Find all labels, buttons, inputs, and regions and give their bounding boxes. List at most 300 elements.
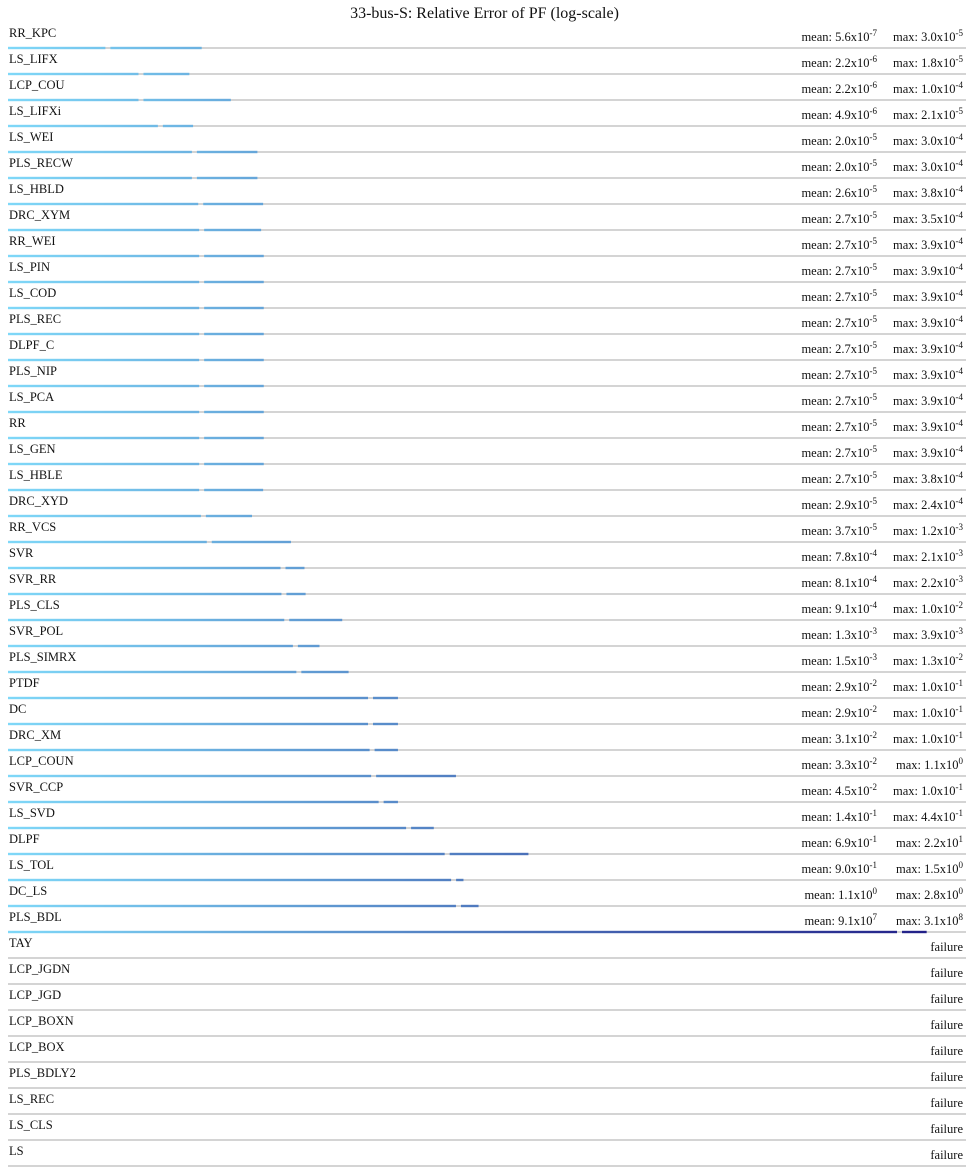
max-stat-value: max: 2.4x10 [893,498,956,512]
mean-stat-value: mean: 9.1x10 [804,914,873,928]
max-stat [896,834,963,850]
max-stat [893,730,963,746]
max-bar [204,385,264,387]
max-bar [450,853,529,855]
mean-bar [8,723,368,725]
max-bar [204,255,264,257]
mean-stat [801,132,877,148]
max-bar [298,645,320,647]
max-stat-exponent: -3 [955,548,963,558]
mean-bar [8,411,199,413]
mean-stat [801,28,877,44]
method-label: LCP_JGD [9,988,62,1002]
table-row [8,26,966,49]
mean-stat-exponent: -5 [869,340,877,350]
table-row [8,130,966,153]
mean-stat-value: mean: 2.2x10 [801,82,870,96]
mean-stat-exponent: -2 [869,678,877,688]
mean-stat-value: mean: 2.2x10 [801,56,870,70]
mean-stat-value: mean: 2.7x10 [801,290,870,304]
mean-stat-value: mean: 1.1x10 [804,888,873,902]
mean-bar [8,489,199,491]
mean-stat-value: mean: 2.7x10 [801,420,870,434]
max-stat [893,132,963,148]
mean-stat-exponent: -3 [869,626,877,636]
max-stat-value: max: 1.1x10 [896,758,959,772]
mean-bar [8,697,368,699]
mean-stat-value: mean: 2.7x10 [801,316,870,330]
method-label: RR_VCS [9,520,57,534]
max-stat [896,912,964,928]
mean-stat-exponent: -3 [869,652,877,662]
mean-stat [801,574,877,590]
mean-bar [8,255,199,257]
method-label: LS_HBLE [9,468,63,482]
method-label: PLS_BDL [9,910,62,924]
max-stat-exponent: -4 [955,80,963,90]
mean-bar [8,281,199,283]
method-label: LS_HBLD [9,182,64,196]
max-stat-exponent: -4 [955,444,963,454]
method-label: LS_TOL [9,858,54,872]
method-label: DLPF_C [9,338,55,352]
max-stat-value: max: 3.9x10 [893,394,956,408]
mean-stat [801,54,877,70]
table-row [8,936,966,958]
mean-stat-exponent: -5 [869,210,877,220]
max-stat-exponent: -1 [955,678,963,688]
mean-stat [801,704,877,720]
mean-stat [801,158,877,174]
mean-bar [8,203,198,205]
mean-stat-exponent: -2 [869,704,877,714]
table-row [8,468,966,491]
mean-stat-value: mean: 7.8x10 [801,550,870,564]
mean-stat-value: mean: 2.7x10 [801,472,870,486]
max-bar [163,125,193,127]
method-label: PLS_BDLY2 [9,1066,76,1080]
mean-stat-value: mean: 6.9x10 [801,836,870,850]
max-stat-exponent: 8 [958,912,963,922]
max-stat-value: max: 1.0x10 [893,784,956,798]
mean-bar [8,905,456,907]
method-label: LS_GEN [9,442,56,456]
mean-stat-value: mean: 2.7x10 [801,264,870,278]
table-row [8,546,966,569]
method-label: PLS_SIMRX [9,650,77,664]
mean-stat-exponent: -6 [869,106,877,116]
max-stat-exponent: -3 [955,574,963,584]
mean-stat-exponent: -5 [869,236,877,246]
method-label: DC [9,702,27,716]
max-stat [893,522,963,538]
max-stat [893,184,963,200]
mean-stat-value: mean: 4.5x10 [801,784,870,798]
mean-bar [8,515,201,517]
max-bar [286,593,305,595]
max-stat [893,808,963,824]
max-stat-exponent: -5 [955,54,963,64]
mean-stat-value: mean: 2.6x10 [801,186,870,200]
mean-stat [801,600,877,616]
max-stat-value: max: 2.2x10 [896,836,959,850]
mean-stat [801,522,877,538]
method-label: SVR_RR [9,572,57,586]
table-row [8,650,966,673]
max-bar [204,229,261,231]
mean-bar [8,541,207,543]
mean-stat-exponent: -5 [869,262,877,272]
mean-stat [801,80,877,96]
max-bar [212,541,291,543]
max-bar [289,619,342,621]
max-stat-exponent: -4 [955,288,963,298]
max-stat [893,470,963,486]
mean-stat-exponent: -5 [869,158,877,168]
table-row [8,338,966,361]
method-label: LS_PIN [9,260,50,274]
mean-stat-exponent: -2 [869,756,877,766]
max-bar [384,801,398,803]
table-row [8,598,966,621]
max-stat-value: max: 1.0x10 [893,706,956,720]
max-stat-exponent: -4 [955,132,963,142]
failure-label: failure [930,966,963,980]
max-stat-value: max: 3.9x10 [893,446,956,460]
max-stat-exponent: -4 [955,470,963,480]
max-bar [204,463,264,465]
failure-label: failure [930,1148,963,1162]
mean-stat-value: mean: 3.1x10 [801,732,870,746]
max-stat-exponent: -1 [955,808,963,818]
mean-stat [801,392,877,408]
max-stat [893,444,963,460]
mean-stat-exponent: -5 [869,392,877,402]
mean-stat-value: mean: 1.4x10 [801,810,870,824]
mean-bar [8,645,293,647]
max-stat [893,626,963,642]
max-bar [902,931,927,933]
mean-stat [801,418,877,434]
table-row [8,260,966,283]
method-label: LS_LIFX [9,52,58,66]
table-row [8,702,966,725]
max-stat-exponent: -4 [955,236,963,246]
mean-stat-value: mean: 2.7x10 [801,342,870,356]
mean-stat-value: mean: 1.5x10 [801,654,870,668]
mean-bar [8,567,281,569]
max-stat-value: max: 3.1x10 [896,914,959,928]
max-stat-exponent: 0 [958,756,963,766]
table-row [8,104,966,127]
table-row [8,624,966,647]
max-stat-exponent: -4 [955,262,963,272]
mean-stat [801,314,877,330]
method-label: DRC_XYM [9,208,71,222]
table-row [8,676,966,699]
mean-stat-exponent: -1 [869,860,877,870]
table-row [8,1040,966,1062]
max-bar [286,567,305,569]
method-label: PTDF [9,676,40,690]
mean-bar [8,437,199,439]
method-label: LS_PCA [9,390,55,404]
mean-stat [801,366,877,382]
mean-stat-exponent: -4 [869,548,877,558]
mean-stat-exponent: -5 [869,288,877,298]
method-label: LS_REC [9,1092,55,1106]
max-stat-value: max: 3.5x10 [893,212,956,226]
table-row [8,364,966,387]
max-bar [204,489,263,491]
max-stat [893,600,963,616]
max-bar [197,177,258,179]
table-row [8,832,966,855]
mean-stat-value: mean: 2.7x10 [801,394,870,408]
max-bar [204,359,264,361]
mean-stat-value: mean: 1.3x10 [801,628,870,642]
max-stat-exponent: -5 [955,106,963,116]
method-label: DRC_XM [9,728,62,742]
mean-bar [8,463,199,465]
max-stat-value: max: 2.2x10 [893,576,956,590]
max-stat [893,340,963,356]
mean-stat [801,184,877,200]
mean-stat-value: mean: 2.0x10 [801,160,870,174]
table-row [8,416,966,439]
mean-stat-value: mean: 2.7x10 [801,446,870,460]
table-row [8,884,966,907]
table-row [8,988,966,1010]
max-stat [893,28,963,44]
mean-bar [8,931,897,933]
failure-label: failure [930,1122,963,1136]
method-label: TAY [9,936,33,950]
max-stat [893,366,963,382]
mean-bar [8,775,371,777]
mean-bar [8,151,192,153]
method-label: RR_KPC [9,26,57,40]
max-stat-value: max: 3.8x10 [893,472,956,486]
max-stat-exponent: -4 [955,496,963,506]
mean-stat-exponent: -5 [869,418,877,428]
mean-stat [801,678,877,694]
mean-stat-exponent: -1 [869,808,877,818]
method-label: SVR_POL [9,624,64,638]
max-stat-exponent: -2 [955,600,963,610]
table-row [8,754,966,777]
max-bar [203,203,263,205]
max-stat-value: max: 3.9x10 [893,290,956,304]
mean-stat-exponent: -5 [869,496,877,506]
mean-bar [8,359,199,361]
max-bar [301,671,348,673]
max-stat [893,548,963,564]
mean-stat-exponent: -7 [869,28,877,38]
chart-title: 33-bus-S: Relative Error of PF (log-scale) [350,5,619,22]
mean-stat-value: mean: 3.3x10 [801,758,870,772]
max-stat-value: max: 1.0x10 [893,602,956,616]
mean-stat-exponent: -5 [869,470,877,480]
mean-stat-exponent: -2 [869,730,877,740]
mean-stat-exponent: -5 [869,522,877,532]
max-bar [376,775,456,777]
max-stat [893,392,963,408]
mean-stat-value: mean: 5.6x10 [801,30,870,44]
max-stat [893,418,963,434]
max-bar [461,905,479,907]
mean-stat-exponent: -5 [869,444,877,454]
max-stat-value: max: 3.9x10 [893,238,956,252]
table-row [8,572,966,595]
failure-label: failure [930,1096,963,1110]
table-row [8,286,966,309]
mean-stat [801,860,877,876]
mean-stat-value: mean: 2.7x10 [801,238,870,252]
method-label: RR_WEI [9,234,56,248]
max-stat-value: max: 1.0x10 [893,680,956,694]
max-stat-exponent: -4 [955,184,963,194]
table-row [8,1144,966,1166]
table-row [8,442,966,465]
max-bar [197,151,258,153]
max-bar [373,697,398,699]
mean-bar [8,307,199,309]
max-stat [893,54,963,70]
max-stat [893,262,963,278]
mean-stat [801,210,877,226]
mean-stat-exponent: 7 [872,912,877,922]
mean-bar [8,125,158,127]
table-row [8,1066,966,1088]
max-stat-value: max: 1.2x10 [893,524,956,538]
mean-stat-exponent: -5 [869,314,877,324]
max-bar [143,99,230,101]
max-stat-exponent: 0 [958,860,963,870]
mean-stat-value: mean: 2.9x10 [801,706,870,720]
method-label: LS_COD [9,286,57,300]
mean-bar [8,619,284,621]
mean-stat [804,886,877,902]
mean-stat [801,548,877,564]
method-label: PLS_REC [9,312,62,326]
mean-bar [8,47,105,49]
table-row [8,390,966,413]
max-stat-exponent: -1 [955,730,963,740]
method-label: LS_WEI [9,130,54,144]
method-label: PLS_NIP [9,364,57,378]
mean-stat-value: mean: 9.0x10 [801,862,870,876]
mean-stat-exponent: -4 [869,600,877,610]
max-stat [893,158,963,174]
max-bar [204,437,264,439]
max-stat-value: max: 1.8x10 [893,56,956,70]
method-label: DC_LS [9,884,48,898]
mean-bar [8,801,379,803]
max-stat-exponent: -5 [955,28,963,38]
max-stat-exponent: -4 [955,340,963,350]
failure-label: failure [930,992,963,1006]
method-label: LS_SVD [9,806,55,820]
method-label: LCP_JGDN [9,962,71,976]
max-stat-value: max: 3.9x10 [893,342,956,356]
max-stat [896,756,964,772]
max-stat [893,314,963,330]
method-label: LCP_BOX [9,1040,65,1054]
max-stat [893,782,963,798]
max-stat-exponent: -1 [955,704,963,714]
max-stat-value: max: 1.3x10 [893,654,956,668]
max-stat-exponent: -3 [955,626,963,636]
max-stat-exponent: -4 [955,210,963,220]
max-stat [893,210,963,226]
max-stat-exponent: -2 [955,652,963,662]
failure-label: failure [930,1070,963,1084]
max-stat [893,496,963,512]
max-bar [204,411,264,413]
mean-stat [801,496,877,512]
method-label: LCP_BOXN [9,1014,74,1028]
mean-stat [801,730,877,746]
mean-stat-value: mean: 2.0x10 [801,134,870,148]
mean-stat-value: mean: 3.7x10 [801,524,870,538]
mean-stat-value: mean: 2.7x10 [801,212,870,226]
failure-label: failure [930,940,963,954]
mean-stat-exponent: -5 [869,132,877,142]
mean-bar [8,853,445,855]
max-bar [143,73,189,75]
mean-stat-exponent: -2 [869,782,877,792]
max-bar [110,47,201,49]
table-row [8,962,966,984]
method-label: DLPF [9,832,40,846]
max-stat-exponent: -4 [955,366,963,376]
failure-label: failure [930,1044,963,1058]
table-row [8,312,966,335]
mean-bar [8,99,138,101]
table-row [8,156,966,179]
max-bar [411,827,434,829]
mean-stat [801,756,877,772]
max-stat-exponent: -4 [955,314,963,324]
max-stat [893,80,963,96]
rows-layer [8,26,966,1166]
max-stat [893,678,963,694]
method-label: LCP_COUN [9,754,74,768]
mean-bar [8,385,199,387]
method-label: SVR_CCP [9,780,64,794]
max-stat-value: max: 3.0x10 [893,30,956,44]
mean-stat-value: mean: 4.9x10 [801,108,870,122]
table-row [8,1014,966,1036]
mean-bar [8,671,296,673]
max-stat-value: max: 4.4x10 [893,810,956,824]
mean-stat [801,626,877,642]
max-stat-exponent: -1 [955,782,963,792]
table-row [8,234,966,257]
table-row [8,728,966,751]
table-row [8,806,966,829]
max-stat-exponent: -4 [955,418,963,428]
mean-stat [804,912,877,928]
mean-stat-exponent: -5 [869,366,877,376]
table-row [8,208,966,231]
max-stat-value: max: 3.8x10 [893,186,956,200]
max-bar [204,281,264,283]
max-stat [893,652,963,668]
mean-stat [801,106,877,122]
method-label: LS [9,1144,24,1158]
